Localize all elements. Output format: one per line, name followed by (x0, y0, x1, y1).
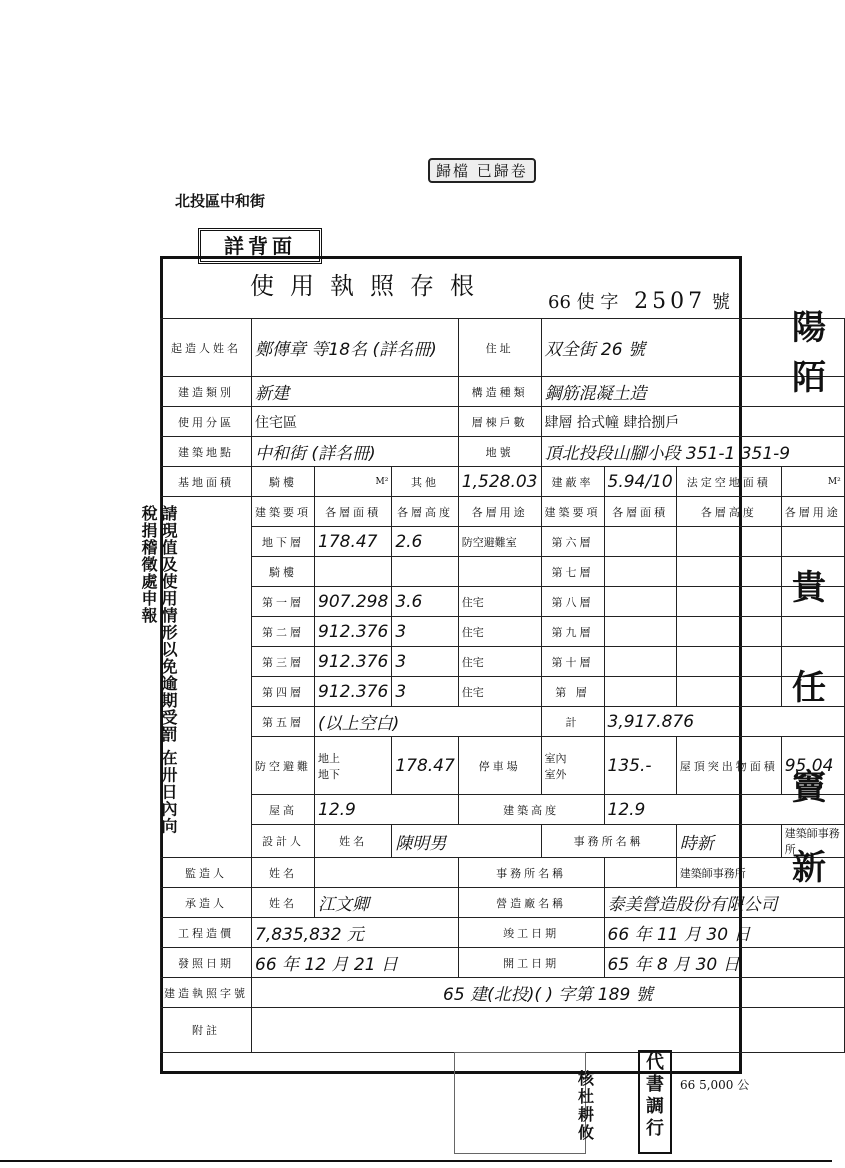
parking-values (541, 737, 604, 795)
supervisor-label: 監造人 (161, 858, 252, 888)
detail-label: 詳背面 (198, 228, 322, 264)
parking-out: 室外 (544, 767, 567, 781)
area-row (161, 467, 845, 497)
other-value: 1,528.03 (458, 467, 541, 497)
floors-value: 肆層 拾式幢 肆拾捌戶 (541, 407, 844, 437)
open-space-label: 法定空地面積 (676, 467, 781, 497)
license-value: 65 建(北投)( ) 字第 189 號 (252, 978, 845, 1008)
floor-header-3: 各層用途 (458, 497, 541, 527)
supervisor-office-suffix: 建築師事務所 (676, 858, 844, 888)
height-value: 12.9 (315, 795, 459, 825)
floor-cell (676, 617, 781, 647)
notes-row (161, 1008, 845, 1053)
floor-cell: 第一層 (252, 587, 315, 617)
floor-cell (781, 527, 844, 557)
floor-cell: 178.47 (315, 527, 392, 557)
cost-row (161, 918, 845, 948)
designer-name: 陳明男 (392, 825, 541, 858)
floor-cell: 912.376 (315, 677, 392, 707)
address-value: 双全街 26 號 (541, 319, 844, 377)
issue-value: 66 年 12 月 21 日 (252, 948, 459, 978)
coverage-value: 5.94/10 (604, 467, 676, 497)
floor-cell: 第八層 (541, 587, 604, 617)
left-margin-note: 請現值及使用情形以免逾期受罰 在卅日內向稅捐稽徵處申報 (139, 505, 178, 835)
notes-label: 附註 (161, 1008, 252, 1053)
parking-in: 室內 (544, 751, 567, 765)
floor-cell (781, 617, 844, 647)
zoning-value: 住宅區 (252, 407, 459, 437)
building-type-label: 建造類別 (161, 377, 252, 407)
designer-row (161, 825, 845, 858)
floor-row (161, 527, 845, 557)
floor-header-1: 各層面積 (315, 497, 392, 527)
floor-row (161, 617, 845, 647)
height-row (161, 795, 845, 825)
floor-header-5: 各層面積 (604, 497, 676, 527)
floor-cell: 地下層 (252, 527, 315, 557)
lot-value: 頂北投段山腳小段 351-1 351-9 (541, 437, 844, 467)
permit-table (160, 318, 845, 1053)
floor-header-7: 各層用途 (781, 497, 844, 527)
right-margin-char: 新 (792, 848, 826, 888)
floor-cell (604, 527, 676, 557)
site-value: 中和街 (詳名冊) (252, 437, 459, 467)
floor-cell (604, 557, 676, 587)
floor-cell: 第七層 (541, 557, 604, 587)
shelter-under: 地下 (318, 767, 340, 781)
supervisor-office (604, 858, 676, 888)
right-margin-char: 貴 (792, 568, 826, 608)
name-label: 姓名 (315, 825, 392, 858)
shelter-row (161, 737, 845, 795)
floor-cell: 第十層 (541, 647, 604, 677)
floor-cell: (以上空白) (315, 707, 542, 737)
fee-stamp: 代書調行 (638, 1050, 672, 1154)
floor-header-0: 建築要項 (252, 497, 315, 527)
floor-cell: 3 (392, 677, 458, 707)
fee-text: 66 5,000 公 (680, 1078, 750, 1092)
start-value: 65 年 8 月 30 日 (604, 948, 844, 978)
coverage-label: 建蔽率 (541, 467, 604, 497)
site-label: 建築地點 (161, 437, 252, 467)
floor-header-6: 各層高度 (676, 497, 781, 527)
floor-cell: 住宅 (458, 587, 541, 617)
floor-cell (676, 677, 781, 707)
name-label: 姓名 (252, 888, 315, 918)
roof-value: 95.04 (781, 737, 844, 795)
site-row (161, 437, 845, 467)
bottom-border (0, 1160, 832, 1162)
floor-cell: 第 層 (541, 677, 604, 707)
floor-cell: 912.376 (315, 647, 392, 677)
designer-office-suffix: 建築師事務所 (781, 825, 844, 858)
structure-label: 構造種類 (458, 377, 541, 407)
issue-row (161, 948, 845, 978)
floor-cell: 第三層 (252, 647, 315, 677)
floor-cell (676, 557, 781, 587)
shelter-values (315, 737, 392, 795)
shelter-under-value: 178.47 (392, 737, 458, 795)
floor-row (161, 677, 845, 707)
permit-number (548, 288, 730, 314)
other-label: 其他 (392, 467, 458, 497)
start-label: 開工日期 (458, 948, 604, 978)
lot-label: 地號 (458, 437, 541, 467)
zoning-row (161, 407, 845, 437)
floor-cell (676, 647, 781, 677)
floor-cell: 3.6 (392, 587, 458, 617)
builder-label: 起造人姓名 (161, 319, 252, 377)
designer-office: 時新 (676, 825, 781, 858)
floor-cell: 3 (392, 647, 458, 677)
floor-header-2: 各層高度 (392, 497, 458, 527)
floor-cell (392, 557, 458, 587)
floor-row (161, 707, 845, 737)
floor-cell: 907.298 (315, 587, 392, 617)
supervisor-name (315, 858, 459, 888)
floor-row (161, 647, 845, 677)
supervisor-office-label: 事務所名稱 (458, 858, 604, 888)
completion-value: 66 年 11 月 30 日 (604, 918, 844, 948)
floor-cell: 3 (392, 617, 458, 647)
cost-value: 7,835,832 元 (252, 918, 459, 948)
designer-office-label: 事務所名稱 (541, 825, 676, 858)
address-label: 住址 (458, 319, 541, 377)
area-label: 基地面積 (161, 467, 252, 497)
permit-value: 2507 (634, 289, 707, 314)
floor-cell: 第五層 (252, 707, 315, 737)
district-label: 北投區中和街 (175, 192, 266, 210)
contractor-company: 泰美營造股份有限公司 (604, 888, 844, 918)
floor-cell (676, 527, 781, 557)
roof-label: 屋頂突出物面積 (676, 737, 781, 795)
floor-cell (676, 587, 781, 617)
cost-label: 工程造價 (161, 918, 252, 948)
floor-cell: 防空避難室 (458, 527, 541, 557)
issue-label: 發照日期 (161, 948, 252, 978)
floor-cell (604, 647, 676, 677)
contractor-label: 承造人 (161, 888, 252, 918)
arcade-unit: M² (315, 467, 392, 497)
review-seal: 核 杜 耕 攸 (578, 1069, 595, 1142)
permit-suffix: 號 (711, 292, 730, 313)
permit-prefix: 66 使 字 (548, 292, 619, 313)
completion-label: 竣工日期 (458, 918, 604, 948)
builder-row (161, 319, 845, 377)
floor-cell: 第四層 (252, 677, 315, 707)
builder-value: 鄭傳章 等18名 (詳名冊) (252, 319, 459, 377)
supervisor-row (161, 858, 845, 888)
floor-cell: 計 (541, 707, 604, 737)
structure-value: 鋼筋混凝土造 (541, 377, 844, 407)
designer-label: 設計人 (252, 825, 315, 858)
height-label: 屋高 (252, 795, 315, 825)
bldg-height-label: 建築高度 (458, 795, 604, 825)
page-title: 使用執照存根 (250, 272, 490, 300)
contractor-name: 江文卿 (315, 888, 459, 918)
bldg-height-value: 12.9 (604, 795, 844, 825)
license-row (161, 978, 845, 1008)
archive-stamp: 歸檔 已歸卷 (428, 158, 536, 183)
right-margin-char: 陽 (792, 308, 826, 348)
floor-cell: 第六層 (541, 527, 604, 557)
name-label: 姓名 (252, 858, 315, 888)
right-margin-char: 任 (792, 668, 826, 708)
floor-cell (604, 617, 676, 647)
floor-cell: 第二層 (252, 617, 315, 647)
floor-row (161, 557, 845, 587)
floor-cell: 2.6 (392, 527, 458, 557)
floor-cell: 第九層 (541, 617, 604, 647)
building-type-value: 新建 (252, 377, 459, 407)
floor-cell (458, 557, 541, 587)
review-seal-box (454, 1052, 586, 1154)
floor-row (161, 587, 845, 617)
floor-cell: 住宅 (458, 677, 541, 707)
floor-cell: 912.376 (315, 617, 392, 647)
shelter-ground: 地上 (318, 751, 340, 765)
floors-label: 層棟戶數 (458, 407, 541, 437)
arcade-label: 騎樓 (252, 467, 315, 497)
floor-cell (315, 557, 392, 587)
parking-out-value: 135.- (604, 737, 676, 795)
floor-header-4: 建築要項 (541, 497, 604, 527)
floor-cell (604, 587, 676, 617)
contractor-row (161, 888, 845, 918)
right-margin-char: 竇 (792, 768, 826, 808)
license-label: 建造執照字號 (161, 978, 252, 1008)
shelter-label: 防空避難 (252, 737, 315, 795)
notes-value (252, 1008, 845, 1053)
floor-header-row (161, 497, 845, 527)
type-row (161, 377, 845, 407)
zoning-label: 使用分區 (161, 407, 252, 437)
floor-cell: 住宅 (458, 617, 541, 647)
floor-cell: 住宅 (458, 647, 541, 677)
open-space-unit: M² (781, 467, 844, 497)
right-margin-char: 陌 (792, 358, 826, 398)
parking-label: 停車場 (458, 737, 541, 795)
contractor-company-label: 營造廠名稱 (458, 888, 604, 918)
floor-cell: 騎樓 (252, 557, 315, 587)
floor-cell (604, 677, 676, 707)
floor-cell: 3,917.876 (604, 707, 844, 737)
